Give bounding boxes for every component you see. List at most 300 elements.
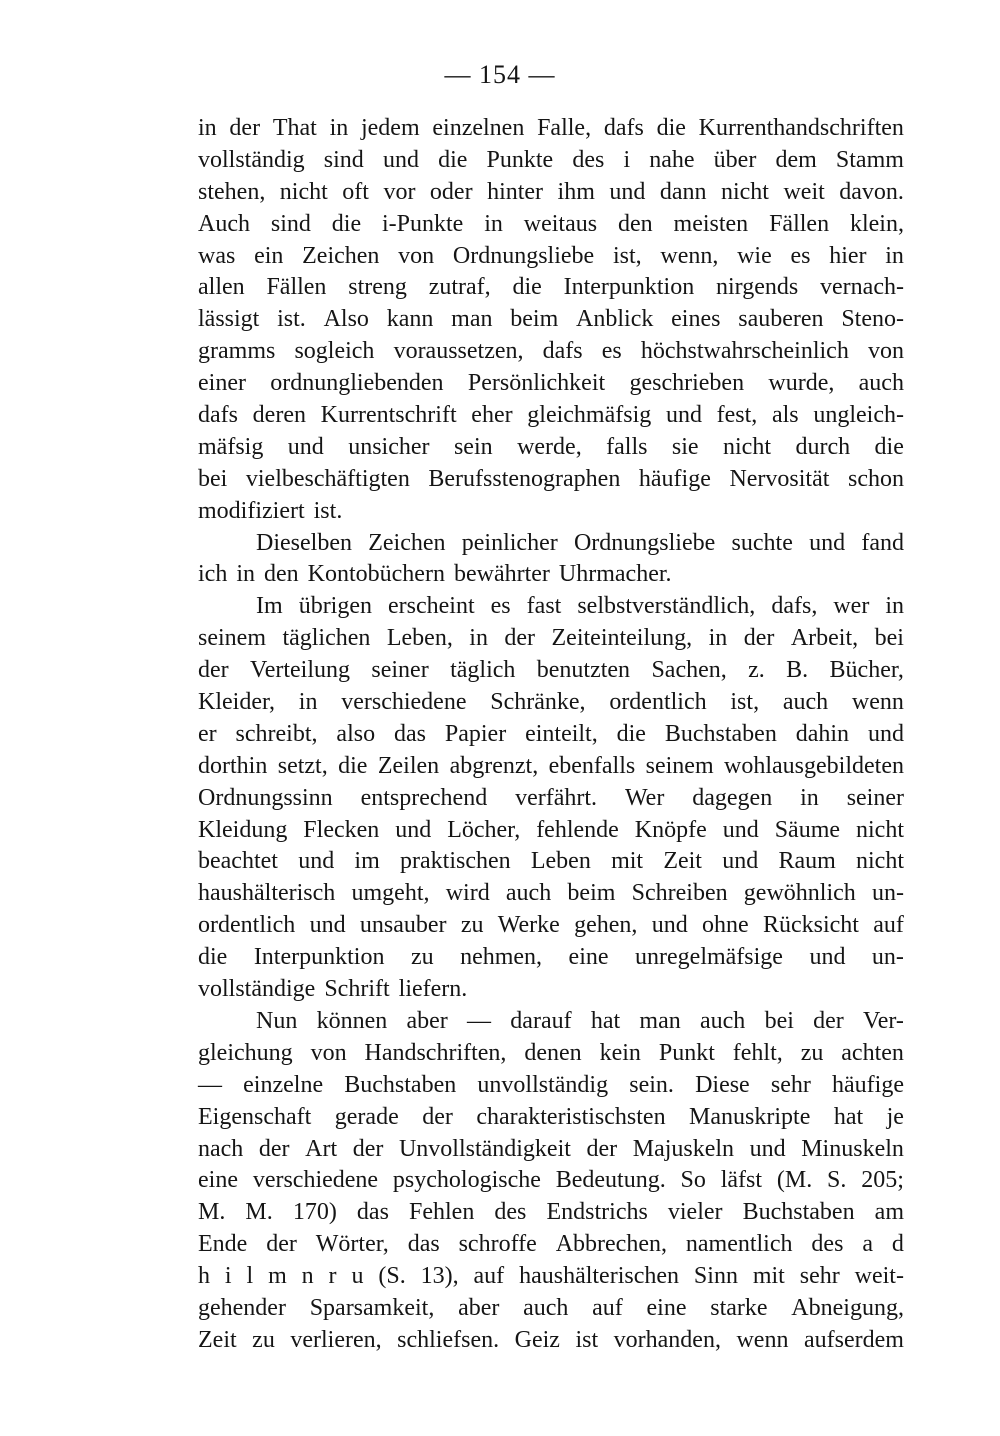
word: auf xyxy=(473,1263,505,1290)
text-line xyxy=(198,464,904,496)
word: ohne xyxy=(702,912,749,939)
word: (M. xyxy=(776,1167,813,1194)
word: dorthin xyxy=(198,752,268,779)
word: sein xyxy=(453,433,493,460)
word: weit xyxy=(783,178,825,205)
word: wer xyxy=(833,593,870,620)
body-text xyxy=(198,113,904,1357)
word: übrigen xyxy=(298,593,372,620)
word: der xyxy=(586,1135,618,1162)
word: meisten xyxy=(673,210,749,237)
word: nahe xyxy=(649,146,695,173)
word: oder xyxy=(429,178,473,205)
word: was xyxy=(198,242,236,269)
text-line xyxy=(198,751,904,783)
word: in xyxy=(469,625,488,652)
word: Punkt xyxy=(658,1039,715,1066)
word: man xyxy=(451,306,493,333)
word: unvollständig xyxy=(477,1071,609,1098)
text-line xyxy=(198,177,904,209)
word: der xyxy=(229,115,261,141)
word: Flecken xyxy=(303,816,380,843)
text-line xyxy=(198,1229,904,1261)
text-line xyxy=(198,655,904,687)
word: Manuskripte xyxy=(689,1103,811,1130)
word: Buchstaben xyxy=(742,1199,855,1226)
word: Buchstaben xyxy=(344,1071,457,1098)
word: psychologische xyxy=(392,1167,541,1194)
word: sehr xyxy=(770,1071,811,1098)
word: die xyxy=(656,115,686,141)
word: unsauber xyxy=(359,912,447,939)
text-line xyxy=(198,1102,904,1134)
word: Zeichen xyxy=(368,529,446,556)
word: Bücher, xyxy=(829,657,904,684)
word: ebenfalls xyxy=(548,752,636,779)
text-line xyxy=(198,528,904,560)
word: kann xyxy=(386,306,434,333)
word: seiner xyxy=(371,657,429,684)
word: Ver- xyxy=(863,1007,904,1034)
word: einzelne xyxy=(243,1071,324,1098)
word: häufige xyxy=(638,465,711,492)
word: und xyxy=(298,848,335,875)
word: Berufsstenographen xyxy=(428,465,621,492)
word: voraussetzen, xyxy=(393,338,524,365)
word: dem xyxy=(775,146,817,173)
word: in xyxy=(298,689,318,716)
word: ist, xyxy=(730,689,760,716)
word: wurde, xyxy=(768,370,835,397)
word: in xyxy=(800,784,819,811)
word: und xyxy=(809,944,846,971)
text-line xyxy=(198,496,904,528)
word: und xyxy=(722,848,759,875)
word: i xyxy=(623,146,631,173)
word: die xyxy=(438,146,468,173)
word: können xyxy=(316,1007,388,1034)
word: sind xyxy=(323,146,364,173)
word: sind xyxy=(270,210,311,237)
word: mit xyxy=(611,848,644,875)
word: und xyxy=(382,146,419,173)
text-line xyxy=(198,209,904,241)
word: eines xyxy=(671,306,721,333)
word: falls xyxy=(606,433,648,460)
word: Bedeutung. xyxy=(555,1167,666,1194)
word: zu xyxy=(252,1326,275,1353)
word: unregelmäfsige xyxy=(635,944,783,971)
word: ich xyxy=(198,561,228,588)
word: einteilt, xyxy=(525,720,598,747)
word: Abneigung, xyxy=(791,1294,904,1321)
word: ordnungliebenden xyxy=(270,370,444,397)
word: Schränke, xyxy=(490,689,586,716)
word: von xyxy=(867,338,904,365)
word: fehlende xyxy=(536,816,619,843)
word: wohlausgebildeten xyxy=(724,752,904,779)
word: des xyxy=(572,146,605,173)
word: denen xyxy=(524,1039,582,1066)
word: eher xyxy=(471,402,513,429)
word: dahin xyxy=(795,720,850,747)
word: das xyxy=(393,720,426,747)
word: dafs xyxy=(603,115,644,141)
word: lässigt xyxy=(198,306,260,333)
word: verschiedene xyxy=(341,689,467,716)
word: dafs xyxy=(198,402,238,429)
word: streng xyxy=(348,274,407,301)
word: bewährter xyxy=(453,561,550,588)
word: Majuskeln xyxy=(632,1135,735,1162)
word: es xyxy=(601,338,622,365)
word: Nervosität xyxy=(729,465,830,492)
word: Fällen xyxy=(769,210,830,237)
text-line xyxy=(198,846,904,878)
word: verlieren, xyxy=(290,1326,382,1353)
word: Zeichen xyxy=(302,242,380,269)
word: suchte xyxy=(731,529,793,556)
word: modifiziert xyxy=(198,497,305,524)
word: und xyxy=(609,178,646,205)
word: Im xyxy=(256,593,283,620)
word: in xyxy=(885,593,904,620)
word: sein. xyxy=(629,1071,674,1098)
word: der xyxy=(813,1007,844,1034)
text-line xyxy=(198,1070,904,1102)
word: Sparsamkeit, xyxy=(309,1294,435,1321)
word: jedem xyxy=(360,115,420,141)
word: beim xyxy=(510,306,559,333)
word: in xyxy=(484,210,503,237)
word: — xyxy=(467,1007,492,1034)
word: 13), xyxy=(420,1263,459,1290)
word: in xyxy=(708,625,728,652)
word: es xyxy=(490,593,511,620)
word: ihm xyxy=(557,178,595,205)
word: vollständige xyxy=(198,976,316,1003)
word: l xyxy=(246,1263,254,1290)
word: 205; xyxy=(861,1167,904,1194)
word: aber xyxy=(406,1007,448,1034)
word: That xyxy=(272,115,317,141)
word: in xyxy=(198,115,217,141)
word: auch xyxy=(505,880,552,907)
word: un- xyxy=(871,944,904,971)
word: Minuskeln xyxy=(801,1135,904,1162)
word: z. xyxy=(748,657,765,684)
word: wenn, xyxy=(660,242,719,269)
word: Interpunktion xyxy=(253,944,385,971)
text-line xyxy=(198,623,904,655)
word: sehr xyxy=(799,1263,840,1290)
word: vieler xyxy=(667,1199,723,1226)
text-line xyxy=(198,1261,904,1293)
word: Kurrentschrift xyxy=(320,402,457,429)
word: sie xyxy=(671,433,699,460)
word: fest, xyxy=(716,402,758,429)
word: und xyxy=(722,816,759,843)
word: Leben, xyxy=(386,625,453,652)
word: Rücksicht xyxy=(762,912,859,939)
word: Leben xyxy=(530,848,591,875)
word: setzt, xyxy=(277,752,328,779)
word: dann xyxy=(659,178,707,205)
text-line xyxy=(198,432,904,464)
word: a xyxy=(862,1231,873,1258)
word: Ordnungsliebe xyxy=(573,529,716,556)
word: Sachen, xyxy=(651,657,727,684)
word: am xyxy=(874,1199,904,1226)
word: m xyxy=(268,1263,287,1290)
word: h xyxy=(198,1263,210,1290)
word: Falle, xyxy=(537,115,592,141)
word: Säume xyxy=(774,816,841,843)
word: nehmen, xyxy=(460,944,543,971)
word: Sinn xyxy=(693,1263,738,1290)
word: Art xyxy=(305,1135,338,1162)
word: Fehlen xyxy=(409,1199,475,1226)
text-line xyxy=(198,368,904,400)
word: charakteristischsten xyxy=(476,1103,666,1130)
word: und xyxy=(309,912,346,939)
word: Auch xyxy=(198,210,250,237)
text-line xyxy=(198,272,904,304)
word: verschiedene xyxy=(252,1167,379,1194)
word: der xyxy=(198,657,229,684)
word: ungleich- xyxy=(813,402,904,429)
word: als xyxy=(771,402,799,429)
word: dafs, xyxy=(771,593,818,620)
word: i xyxy=(224,1263,232,1290)
text-line xyxy=(198,974,904,1006)
word: auf xyxy=(873,912,904,939)
word: vernach- xyxy=(820,274,904,301)
text-line xyxy=(198,304,904,336)
word: ist xyxy=(575,1326,599,1353)
word: Interpunktion xyxy=(563,274,695,301)
text-line xyxy=(198,1165,904,1197)
word: zu xyxy=(460,912,484,939)
word: Dieselben xyxy=(256,529,352,556)
word: einzelnen xyxy=(432,115,525,141)
word: auch xyxy=(700,1007,746,1034)
word: Raum xyxy=(778,848,836,875)
word: und xyxy=(395,816,432,843)
word: nicht xyxy=(856,816,904,843)
word: von xyxy=(310,1039,347,1066)
word: Zeit xyxy=(198,1326,237,1353)
word: auf xyxy=(592,1294,623,1321)
word: namentlich xyxy=(685,1231,793,1258)
word: fast xyxy=(526,593,562,620)
word: i-Punkte xyxy=(382,210,464,237)
word: ist. xyxy=(277,306,306,333)
word: schroffe xyxy=(458,1231,537,1258)
word: liefern. xyxy=(398,976,468,1003)
word: Fällen xyxy=(266,274,327,301)
word: gewöhnlich xyxy=(743,880,856,907)
word: darauf xyxy=(510,1007,572,1034)
word: Geiz xyxy=(514,1326,560,1353)
word: geschrieben xyxy=(629,370,745,397)
word: Schrift xyxy=(324,976,390,1003)
word: praktischen xyxy=(400,848,511,875)
word: u xyxy=(351,1263,364,1290)
word: oft xyxy=(342,178,369,205)
word: davon. xyxy=(839,178,904,205)
word: Eigenschaft xyxy=(198,1103,312,1130)
word: der xyxy=(352,1135,384,1162)
word: man xyxy=(639,1007,681,1034)
text-line xyxy=(198,241,904,273)
word: die xyxy=(512,274,542,301)
word: verfährt. xyxy=(515,784,598,811)
word: Ordnungsliebe xyxy=(452,242,595,269)
text-line xyxy=(198,1134,904,1166)
word: Kleider, xyxy=(198,689,276,716)
word: nach xyxy=(198,1135,244,1162)
text-line xyxy=(198,559,904,591)
word: Also xyxy=(323,306,369,333)
word: abgrenzt, xyxy=(449,752,539,779)
word: vorhanden, xyxy=(613,1326,721,1353)
word: also xyxy=(336,720,376,747)
word: hat xyxy=(833,1103,864,1130)
word: entsprechend xyxy=(360,784,488,811)
word: täglich xyxy=(450,657,516,684)
word: und xyxy=(749,1135,786,1162)
word: Kurrenthandschriften xyxy=(698,115,904,141)
word: Uhrmacher. xyxy=(558,561,672,588)
word: Wörter, xyxy=(315,1231,389,1258)
word: täglichen xyxy=(282,625,371,652)
word: erscheint xyxy=(388,593,475,620)
word: Anblick xyxy=(576,306,654,333)
word: zutraf, xyxy=(428,274,491,301)
word: Kontobüchern xyxy=(307,561,445,588)
word: nirgends xyxy=(716,274,799,301)
word: Verteilung xyxy=(250,657,351,684)
word: eine xyxy=(568,944,609,971)
word: d xyxy=(891,1231,904,1258)
word: ordentlich xyxy=(198,912,296,939)
word: selbstverständlich, xyxy=(577,593,756,620)
word: benutzten xyxy=(536,657,631,684)
word: starke xyxy=(710,1294,768,1321)
word: läfst xyxy=(720,1167,763,1194)
word: r xyxy=(328,1263,337,1290)
word: gerade xyxy=(334,1103,399,1130)
word: schreibt, xyxy=(235,720,318,747)
word: — xyxy=(198,1071,222,1098)
text-line xyxy=(198,719,904,751)
word: auch xyxy=(782,689,829,716)
word: vielbeschäftigten xyxy=(245,465,410,492)
word: der xyxy=(504,625,536,652)
word: Nun xyxy=(256,1007,298,1034)
word: eine xyxy=(198,1167,238,1194)
word: B. xyxy=(786,657,809,684)
word: M. xyxy=(198,1199,226,1226)
word: wenn xyxy=(851,689,904,716)
word: achten xyxy=(841,1039,904,1066)
word: klein, xyxy=(849,210,904,237)
word: Kleidung xyxy=(198,816,288,843)
word: Endstrichs xyxy=(546,1199,648,1226)
word: auch xyxy=(523,1294,569,1321)
text-line xyxy=(198,1325,904,1357)
word: haushälterisch xyxy=(198,880,336,907)
word: der xyxy=(266,1231,297,1258)
word: deren xyxy=(252,402,306,429)
text-line xyxy=(198,1006,904,1038)
word: seinem xyxy=(198,625,266,652)
word: Abbrechen, xyxy=(555,1231,667,1258)
text-line xyxy=(198,591,904,623)
word: aber xyxy=(458,1294,500,1321)
word: nicht xyxy=(720,178,769,205)
word: zu xyxy=(410,944,434,971)
word: den xyxy=(617,210,653,237)
word: nicht xyxy=(856,848,904,875)
word: wird xyxy=(445,880,490,907)
word: vollständig xyxy=(198,146,305,173)
text-line xyxy=(198,1038,904,1070)
word: über xyxy=(713,146,757,173)
word: beim xyxy=(567,880,616,907)
word: schon xyxy=(847,465,904,492)
word: hinter xyxy=(487,178,544,205)
word: weitaus xyxy=(523,210,598,237)
word: allen xyxy=(198,274,245,301)
word: mäfsig xyxy=(198,433,264,460)
word: Zeiteinteilung, xyxy=(551,625,693,652)
word: dagegen xyxy=(692,784,773,811)
word: eine xyxy=(646,1294,687,1321)
word: höchstwahrscheinlich xyxy=(640,338,849,365)
text-line xyxy=(198,1197,904,1229)
word: ordentlich xyxy=(609,689,707,716)
word: sauberen xyxy=(738,306,824,333)
text-line xyxy=(198,878,904,910)
word: 170) xyxy=(292,1199,337,1226)
word: Punkte xyxy=(486,146,554,173)
word: hier xyxy=(829,242,867,269)
word: bei xyxy=(764,1007,794,1034)
word: einer xyxy=(198,370,246,397)
word: je xyxy=(886,1103,904,1130)
word: der xyxy=(422,1103,453,1130)
word: Schreiben xyxy=(631,880,728,907)
word: ist. xyxy=(313,497,343,524)
word: sogleich xyxy=(294,338,375,365)
word: in xyxy=(329,115,349,141)
word: Unvollständigkeit xyxy=(398,1135,571,1162)
word: und xyxy=(867,720,904,747)
text-line xyxy=(198,400,904,432)
text-line xyxy=(198,1293,904,1325)
page-number: — 154 — xyxy=(444,60,556,89)
word: Persönlichkeit xyxy=(467,370,606,397)
word: Knöpfe xyxy=(634,816,707,843)
word: Buchstaben xyxy=(664,720,777,747)
word: das xyxy=(356,1199,389,1226)
word: durch xyxy=(795,433,851,460)
word: Löcher, xyxy=(447,816,521,843)
word: weit- xyxy=(854,1263,904,1290)
word: Wer xyxy=(624,784,665,811)
